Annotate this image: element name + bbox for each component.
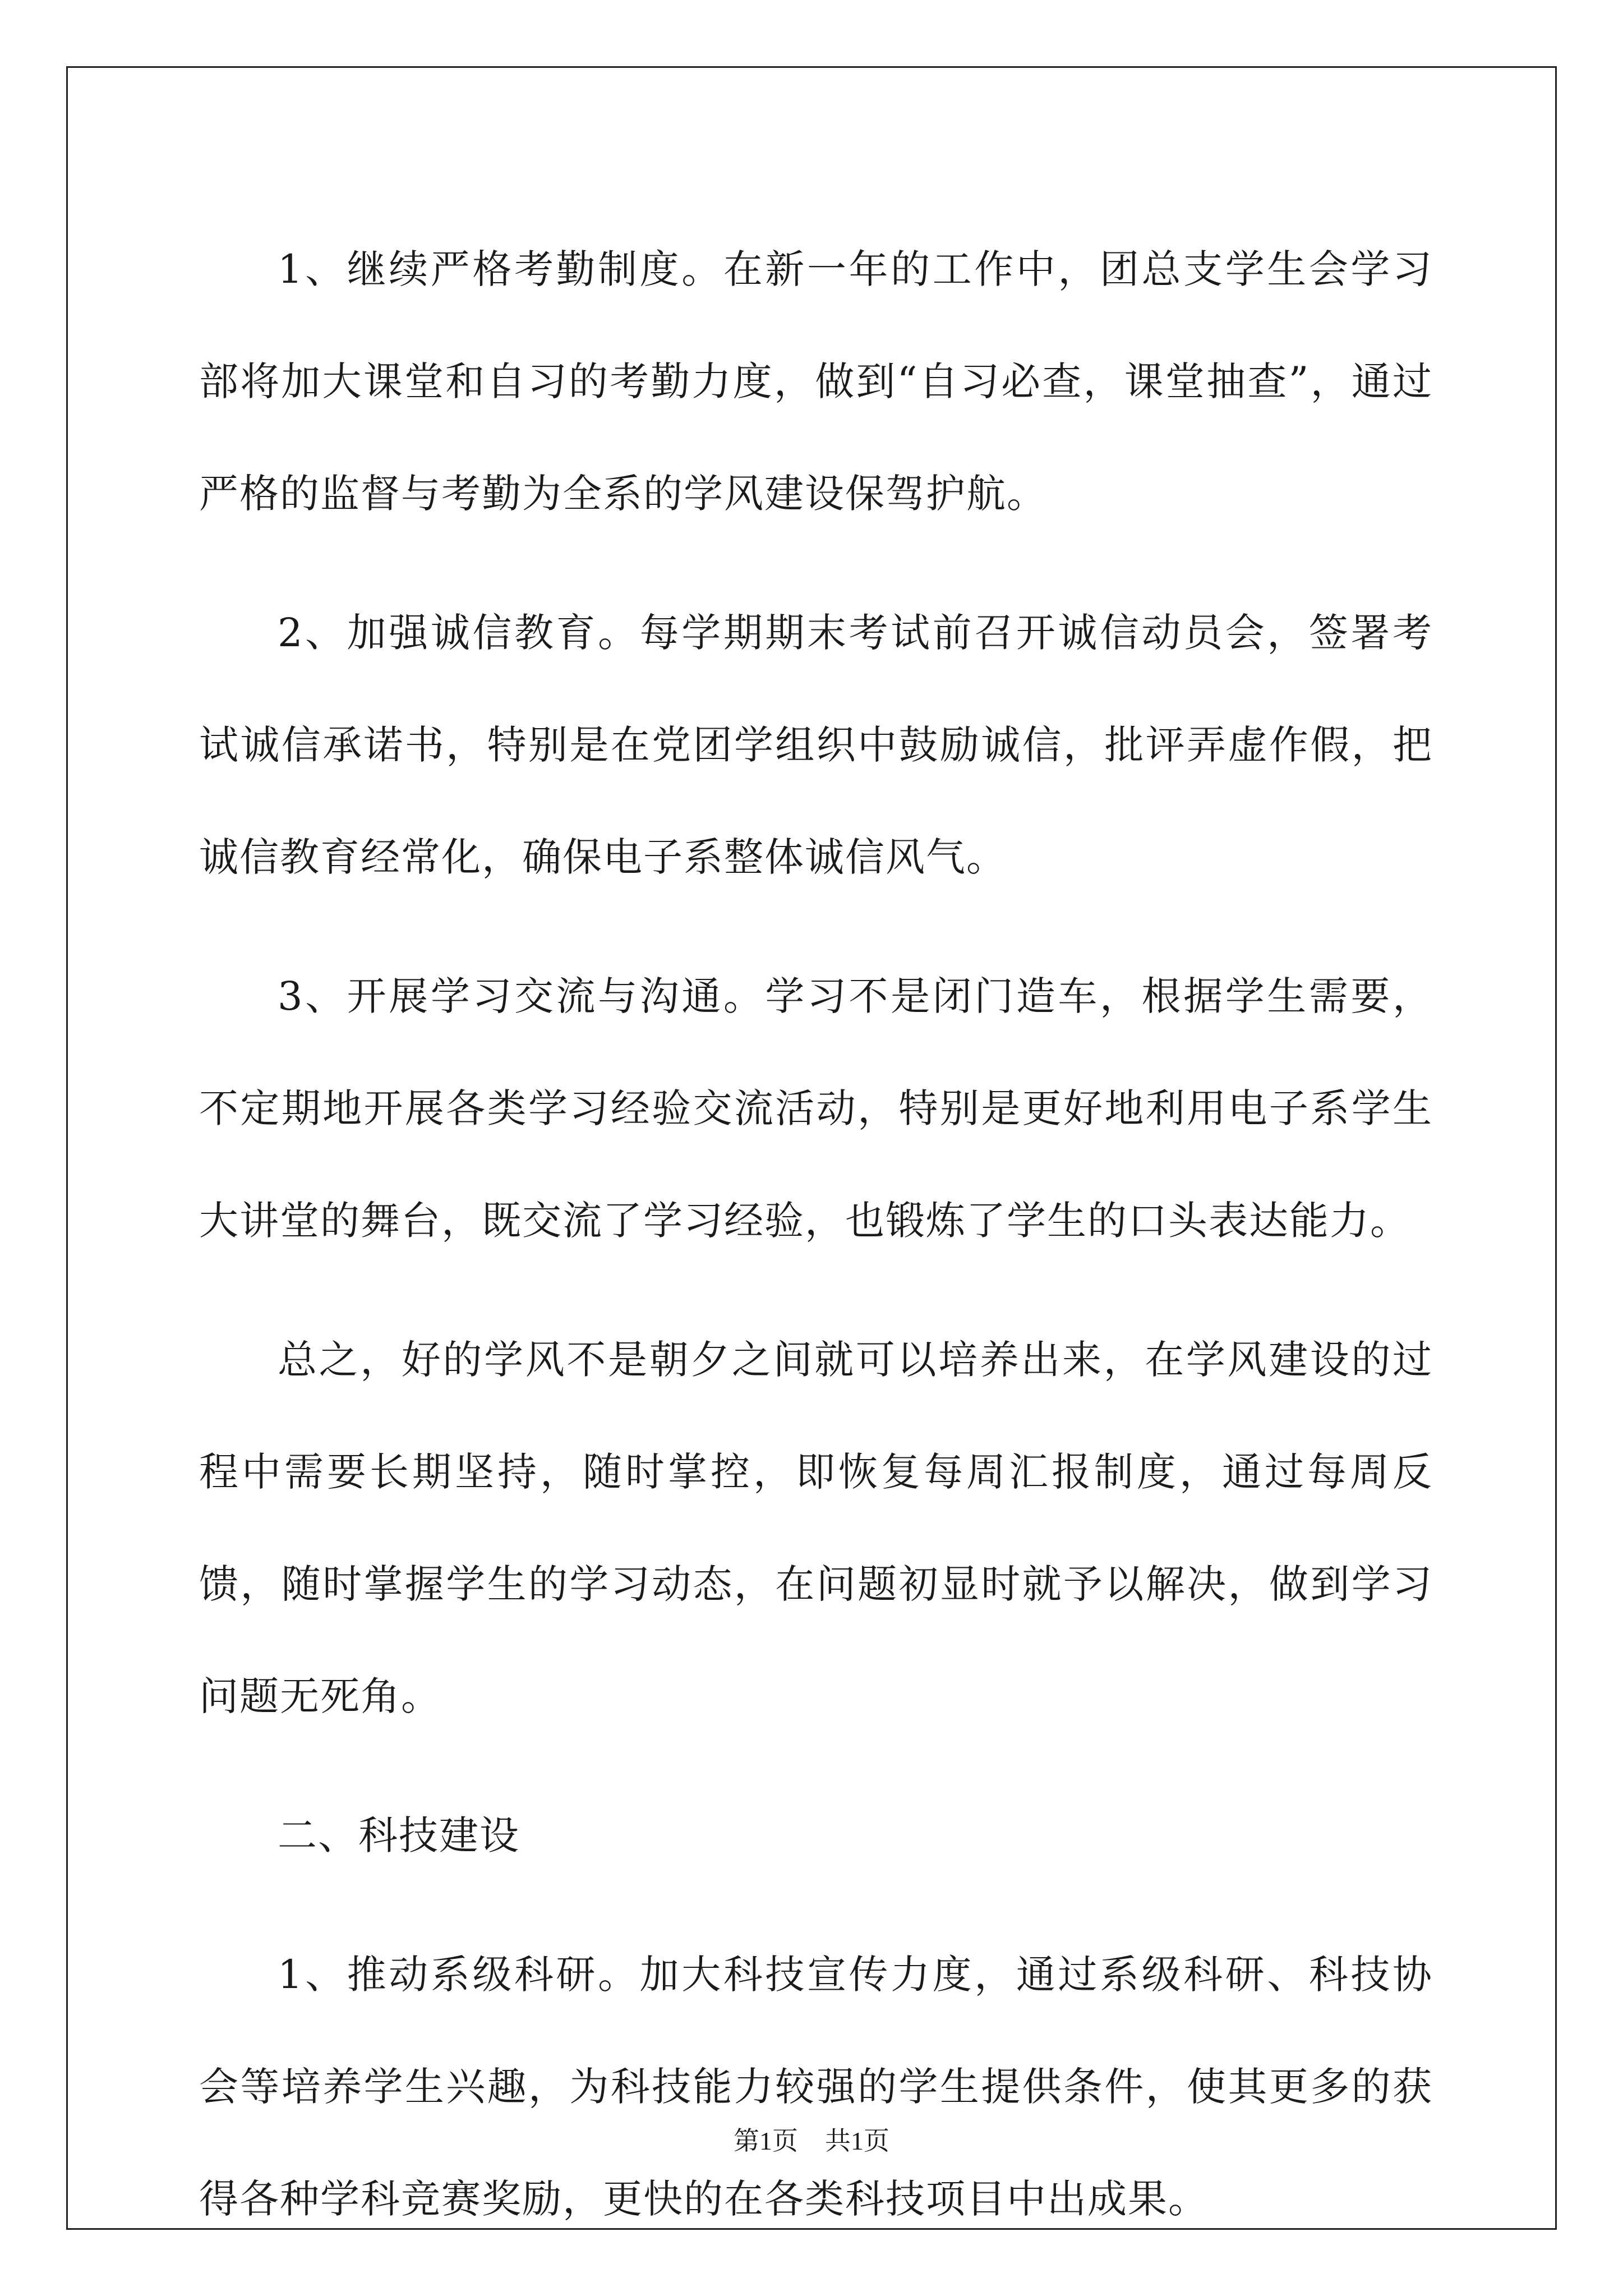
paragraph-summary: 总之，好的学风不是朝夕之间就可以培养出来，在学风建设的过程中需要长期坚持，随时掌控，即恢复每周汇报制度，通过每周反馈，随时掌握学生的学习动态，在问题初显时就予以解决，做到学习问题无死角。 [199, 1337, 1433, 1719]
paragraph-research: 1、推动系级科研。加大科技宣传力度，通过系级科研、科技协会等培养学生兴趣，为科技能力较强的学生提供条件，使其更多的获得各种学科竞赛奖励，更快的在各类科技项目中出成果。 [199, 1952, 1433, 2222]
section-heading-technology: 二、科技建设 [278, 1812, 520, 1858]
document-body [199, 213, 1433, 2282]
paragraph-integrity: 2、加强诚信教育。每学期期末考试前召开诚信动员会，签署考试诚信承诺书，特别是在党团学组织中鼓励诚信，批评弄虚作假，把诚信教育经常化，确保电子系整体诚信风气。 [199, 610, 1433, 880]
page-footer [0, 2120, 1623, 2157]
paragraph-exchange: 3、开展学习交流与沟通。学习不是闭门造车，根据学生需要，不定期地开展各类学习经验交流活动，特别是更好地利用电子系学生大讲堂的舞台，既交流了学习经验，也锻炼了学生的口头表达能力。 [199, 973, 1433, 1244]
paragraph-attendance: 1、继续严格考勤制度。在新一年的工作中，团总支学生会学习部将加大课堂和自习的考勤力度，做到“自习必查，课堂抽查”，通过严格的监督与考勤为全系的学风建设保驾护航。 [199, 246, 1433, 517]
page-number: 第1页 [734, 2127, 798, 2155]
page-total: 共1页 [825, 2127, 889, 2155]
